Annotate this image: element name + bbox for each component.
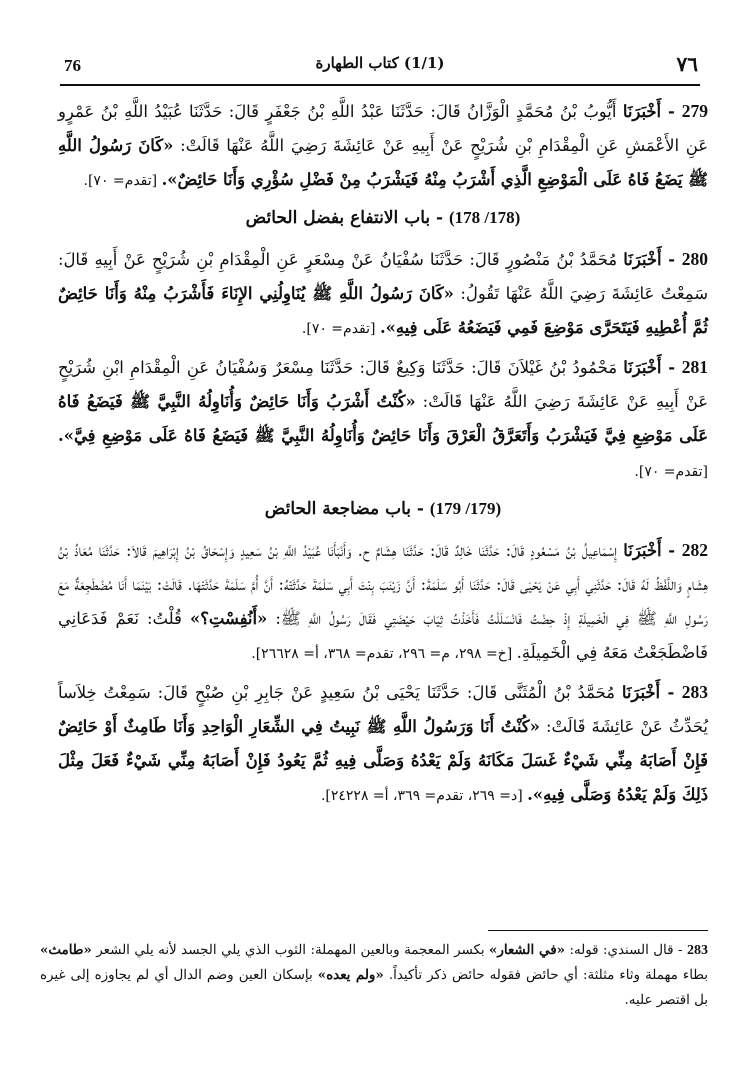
page-number-arabic: ٧٦ [676,52,698,76]
hadith-number: 281 [681,357,708,377]
chapter-number: (178/ 178) [449,208,521,227]
chapter-number: (179/ 179) [429,499,502,518]
hadith-reference: [تقدم= ٧٠]. [634,464,708,480]
running-title: (1/1) كتاب الطهارة [315,54,445,72]
footnote-divider [488,930,708,931]
hadith-reference: [تقدم= ٧٠]. [83,173,162,189]
hadith-280: 280 - أَخْبَرَنَا مُحَمَّدُ بْنُ مَنْصُورٍ قَالَ: حَدَّثَنَا سُفْيَانُ عَنْ مِسْعَرٍ عَنِ الْمِقْدَامِ بْنِ شُرَيْحٍ عَنْ أَبِيهِ قَالَ: سَمِعْتُ عَائِشَةَ رَضِيَ اللَّهُ عَنْهَا تَقُولُ: «كَانَ رَسُولُ اللَّهِ ﷺ يُنَاوِلُنِي الإِنَاءَ فَأَشْرَبُ مِنْهُ وَأَنَا حَائِضٌ ثُمَّ أُعْطِيهِ فَيَتَحَرَّى مَوْضِعَ فَمِي فَيَضَعُهُ عَلَى فِيهِ». [تقدم= ٧٠]. [58,249,709,337]
hadith-tail: قُلْتُ: نَعَمْ فَدَعَانِي فَاضْطَجَعْتُ مَعَهُ فِي الْخَمِيلَةِ. [58,609,708,662]
hadith-number: 279 [681,101,709,121]
footnote-keyword: «ولم يعده» [317,967,384,983]
hadith-isnad: أَيُّوبُ بْنُ مُحَمَّدٍ الْوَزَّانُ قَالَ: حَدَّثَنَا عَبْدُ اللَّهِ بْنُ جَعْفَرٍ قَالَ: حَدَّثَنَا عُبَيْدُ اللَّهِ بْنُ عَمْرٍو عَنِ الأَعْمَشِ عَنِ الْمِقْدَامِ بْنِ شُرَيْحٍ عَنْ أَبِيهِ عَنْ عَائِشَةَ رَضِيَ اللَّهُ عَنْهَا قَالَتْ: [58,102,709,155]
hadith-matn: «كُنْتُ أَنَا وَرَسُولُ اللَّهِ ﷺ نَبِيتُ فِي الشِّعَارِ الْوَاحِدِ وَأَنَا طَامِثٌ أَوْ حَائِضٌ فَإِنْ أَصَابَهُ مِنِّي شَيْءٌ غَسَلَ مَكَانَهُ وَلَمْ يَعْدُهُ وَصَلَّى فِيهِ ثُمَّ يَعُودُ فَإِنْ أَصَابَهُ مِنِّي شَيْءٌ فَعَلَ مِثْلَ ذَلِكَ وَلَمْ يَعْدُهُ وَصَلَّى فِيهِ». [58,717,708,804]
hadith-lead: أَخْبَرَنَا [623,358,662,377]
hadith-reference: [د= ٢٦٩، تقدم= ٣٦٩، أ= ٢٤٢٢٨]. [320,788,528,804]
hadith-matn: «أَنُفِسْتِ؟» [189,609,268,628]
hadith-lead: أَخْبَرَنَا [623,250,662,269]
footnote-text: - قال السندي: قوله: [564,943,687,958]
chapter-heading-179 [58,493,708,525]
hadith-lead: أَخْبَرَنَا [622,102,662,121]
footnote-text: بطاء مهملة وثاء مثلثة: أي حائض فقوله حائض ذكر تأكيداً. [383,968,708,983]
hadith-reference: [خ= ٢٩٨، م= ٢٩٦، تقدم= ٣٦٨، أ= ٢٦٦٢٨]. [251,646,517,662]
footnote-283 [40,938,708,1013]
footnote-keyword: «في الشعار» [489,942,565,958]
chapter-heading-178 [58,202,708,234]
hadith-isnad: مَحْمُودُ بْنُ غَيْلاَنَ قَالَ: حَدَّثَنَا وَكِيعٌ قَالَ: حَدَّثَنَا مِسْعَرٌ وَسُفْيَانُ عَنِ الْمِقْدَامِ ابْنِ شُرَيْحٍ عَنْ أَبِيهِ عَنْ عَائِشَةَ رَضِيَ اللَّهُ عَنْهَا قَالَتْ: [58,358,708,411]
hadith-number: 282 [681,540,708,560]
hadith-283: 283 - أَخْبَرَنَا مُحَمَّدُ بْنُ الْمُثَنَّى قَالَ: حَدَّثَنَا يَحْيَى بْنُ سَعِيدٍ عَنْ جَابِرِ بْنِ صُبْحٍ قَالَ: سَمِعْتُ خِلاَساً يُحَدِّثُ عَنْ عَائِشَةَ قَالَتْ: «كُنْتُ أَنَا وَرَسُولُ اللَّهِ ﷺ نَبِيتُ فِي الشِّعَارِ الْوَاحِدِ وَأَنَا طَامِثٌ أَوْ حَائِضٌ فَإِنْ أَصَابَهُ مِنِّي شَيْءٌ غَسَلَ مَكَانَهُ وَلَمْ يَعْدُهُ وَصَلَّى فِيهِ ثُمَّ يَعُودُ فَإِنْ أَصَابَهُ مِنِّي شَيْءٌ فَعَلَ مِثْلَ ذَلِكَ وَلَمْ يَعْدُهُ وَصَلَّى فِيهِ». [د= ٢٦٩، تقدم= ٣٦٩، أ= ٢٤٢٢٨]. [58,682,708,804]
footnote-text: بكسر المعجمة وبالعين المهملة: الثوب الذي يلي الجسد لأنه يلي الشعر [91,943,490,958]
hadith-number: 280 [681,249,709,269]
hadith-lead: أَخْبَرَنَا [621,683,661,702]
hadith-279: 279 - أَخْبَرَنَا أَيُّوبُ بْنُ مُحَمَّدٍ الْوَزَّانُ قَالَ: حَدَّثَنَا عَبْدُ اللَّهِ بْنُ جَعْفَرٍ قَالَ: حَدَّثَنَا عُبَيْدُ اللَّهِ بْنُ عَمْرٍو عَنِ الأَعْمَشِ عَنِ الْمِقْدَامِ بْنِ شُرَيْحٍ عَنْ أَبِيهِ عَنْ عَائِشَةَ رَضِيَ اللَّهُ عَنْهَا قَالَتْ: «كَانَ رَسُولُ اللَّهِ ﷺ يَضَعُ فَاهُ عَلَى الْمَوْضِعِ الَّذِي أَشْرَبُ مِنْهُ فَيَشْرَبُ مِنْ فَضْلِ سُؤْرِي وَأَنَا حَائِضٌ». [تقدم= ٧٠]. [58,101,709,189]
page-header [60,44,700,86]
page-number-latin: 76 [64,56,81,75]
hadith-lead: أَخْبَرَنَا [623,541,662,560]
hadith-matn: «كَانَ رَسُولُ اللَّهِ ﷺ يُنَاوِلُنِي الإِنَاءَ فَأَشْرَبُ مِنْهُ وَأَنَا حَائِضٌ ثُمَّ أُعْطِيهِ فَيَتَحَرَّى مَوْضِعَ فَمِي فَيَضَعُهُ عَلَى فِيهِ». [58,284,708,337]
hadith-isnad: مُحَمَّدُ بْنُ الْمُثَنَّى قَالَ: حَدَّثَنَا يَحْيَى بْنُ سَعِيدٍ عَنْ جَابِرِ بْنِ صُبْحٍ قَالَ: سَمِعْتُ خِلاَساً يُحَدِّثُ عَنْ عَائِشَةَ قَالَتْ: [58,683,708,736]
chapter-title: - باب مضاجعة الحائض [264,499,430,519]
hadith-281: 281 - أَخْبَرَنَا مَحْمُودُ بْنُ غَيْلاَنَ قَالَ: حَدَّثَنَا وَكِيعٌ قَالَ: حَدَّثَنَا مِسْعَرٌ وَسُفْيَانُ عَنِ الْمِقْدَامِ ابْنِ شُرَيْحٍ عَنْ أَبِيهِ عَنْ عَائِشَةَ رَضِيَ اللَّهُ عَنْهَا قَالَتْ: «كُنْتُ أَشْرَبُ وَأَنَا حَائِضٌ وَأُنَاوِلُهُ النَّبِيَّ ﷺ فَيَضَعُ فَاهُ عَلَى مَوْضِعِ فِيَّ فَيَشْرَبُ وَأَتَعَرَّقُ الْعَرْقَ وَأَنَا حَائِضٌ وَأُنَاوِلُهُ النَّبِيَّ ﷺ فَيَضَعُ فَاهُ عَلَى مَوْضِعِ فِيَّ». [تقدم= ٧٠]. [58,357,708,480]
hadith-matn: «كَانَ رَسُولُ اللَّهِ ﷺ يَضَعُ فَاهُ عَلَى الْمَوْضِعِ الَّذِي أَشْرَبُ مِنْهُ فَيَشْرَبُ مِنْ فَضْلِ سُؤْرِي وَأَنَا حَائِضٌ». [58,136,708,189]
hadith-matn: «كُنْتُ أَشْرَبُ وَأَنَا حَائِضٌ وَأُنَاوِلُهُ النَّبِيَّ ﷺ فَيَضَعُ فَاهُ عَلَى مَوْضِعِ فِيَّ فَيَشْرَبُ وَأَتَعَرَّقُ الْعَرْقَ وَأَنَا حَائِضٌ وَأُنَاوِلُهُ النَّبِيَّ ﷺ فَيَضَعُ فَاهُ عَلَى مَوْضِعِ فِيَّ». [58,392,708,445]
hadith-number: 283 [681,682,708,702]
hadith-isnad: مُحَمَّدُ بْنُ مَنْصُورٍ قَالَ: حَدَّثَنَا سُفْيَانُ عَنْ مِسْعَرٍ عَنِ الْمِقْدَامِ بْنِ شُرَيْحٍ عَنْ أَبِيهِ قَالَ: سَمِعْتُ عَائِشَةَ رَضِيَ اللَّهُ عَنْهَا تَقُولُ: [58,250,708,303]
footnote-keyword: «طامث» [40,942,92,958]
hadith-reference: [تقدم= ٧٠]. [301,321,380,337]
page-body [58,94,708,918]
hadith-282: 282 - أَخْبَرَنَا إِسْمَاعِيلُ بْنُ مَسْعُودٍ قَالَ: حَدَّثَنَا خَالِدٌ قَالَ: حَدَّثَنَا هِشَامٌ ح. وَأَنْبَأَنَا عُبَيْدُ اللَّهِ بْنُ سَعِيدٍ وَإِسْحَاقُ بْنُ إِبْرَاهِيمَ قَالاَ: حَدَّثَنَا مُعَاذُ بْنُ هِشَامٍ وَاللَّفْظُ لَهُ قَالَ: حَدَّثَنِي أَبِي عَنْ يَحْيَى قَالَ: حَدَّثَنَا أَبُو سَلَمَةَ: أَنَّ زَيْنَبَ بِنْتَ أَبِي سَلَمَةَ حَدَّثَتْهُ: أَنَّ أُمَّ سَلَمَةَ حَدَّثَتْهَا. قَالَتْ: بَيْنَمَا أَنَا مُضْطَجِعَةٌ مَعَ رَسُولِ اللَّهِ ﷺ فِي الْخَمِيلَةِ إِذْ حِضْتُ فَانْسَلَلْتُ فَأَخَذْتُ ثِيَابَ حَيْضَتِي فَقَالَ رَسُولُ اللَّهِ ﷺ: «أَنُفِسْتِ؟» قُلْتُ: نَعَمْ فَدَعَانِي فَاضْطَجَعْتُ مَعَهُ فِي الْخَمِيلَةِ. [خ= ٢٩٨، م= ٢٩٦، تقدم= ٣٦٨، أ= ٢٦٦٢٨]. [58,540,708,662]
chapter-title: - باب الانتفاع بفضل الحائض [245,208,449,228]
footnote-number: 283 [687,943,708,958]
hadith-isnad: إِسْمَاعِيلُ بْنُ مَسْعُودٍ قَالَ: حَدَّثَنَا خَالِدٌ قَالَ: حَدَّثَنَا هِشَامٌ ح. وَأَنْبَأَنَا عُبَيْدُ اللَّهِ بْنُ سَعِيدٍ وَإِسْحَاقُ بْنُ إِبْرَاهِيمَ قَالاَ: حَدَّثَنَا مُعَاذُ بْنُ هِشَامٍ وَاللَّفْظُ لَهُ قَالَ: حَدَّثَنِي أَبِي عَنْ يَحْيَى قَالَ: حَدَّثَنَا أَبُو سَلَمَةَ: أَنَّ زَيْنَبَ بِنْتَ أَبِي سَلَمَةَ حَدَّثَتْهُ: أَنَّ أُمَّ سَلَمَةَ حَدَّثَتْهَا. قَالَتْ: بَيْنَمَا أَنَا مُضْطَجِعَةٌ مَعَ رَسُولِ اللَّهِ ﷺ فِي الْخَمِيلَةِ إِذْ حِضْتُ فَانْسَلَلْتُ فَأَخَذْتُ ثِيَابَ حَيْضَتِي فَقَالَ رَسُولُ اللَّهِ ﷺ: [58,541,708,628]
footnote-text: بإسكان العين وضم الدال أي لم يجاوزه إلى غيره بل اقتصر عليه. [40,968,708,1008]
